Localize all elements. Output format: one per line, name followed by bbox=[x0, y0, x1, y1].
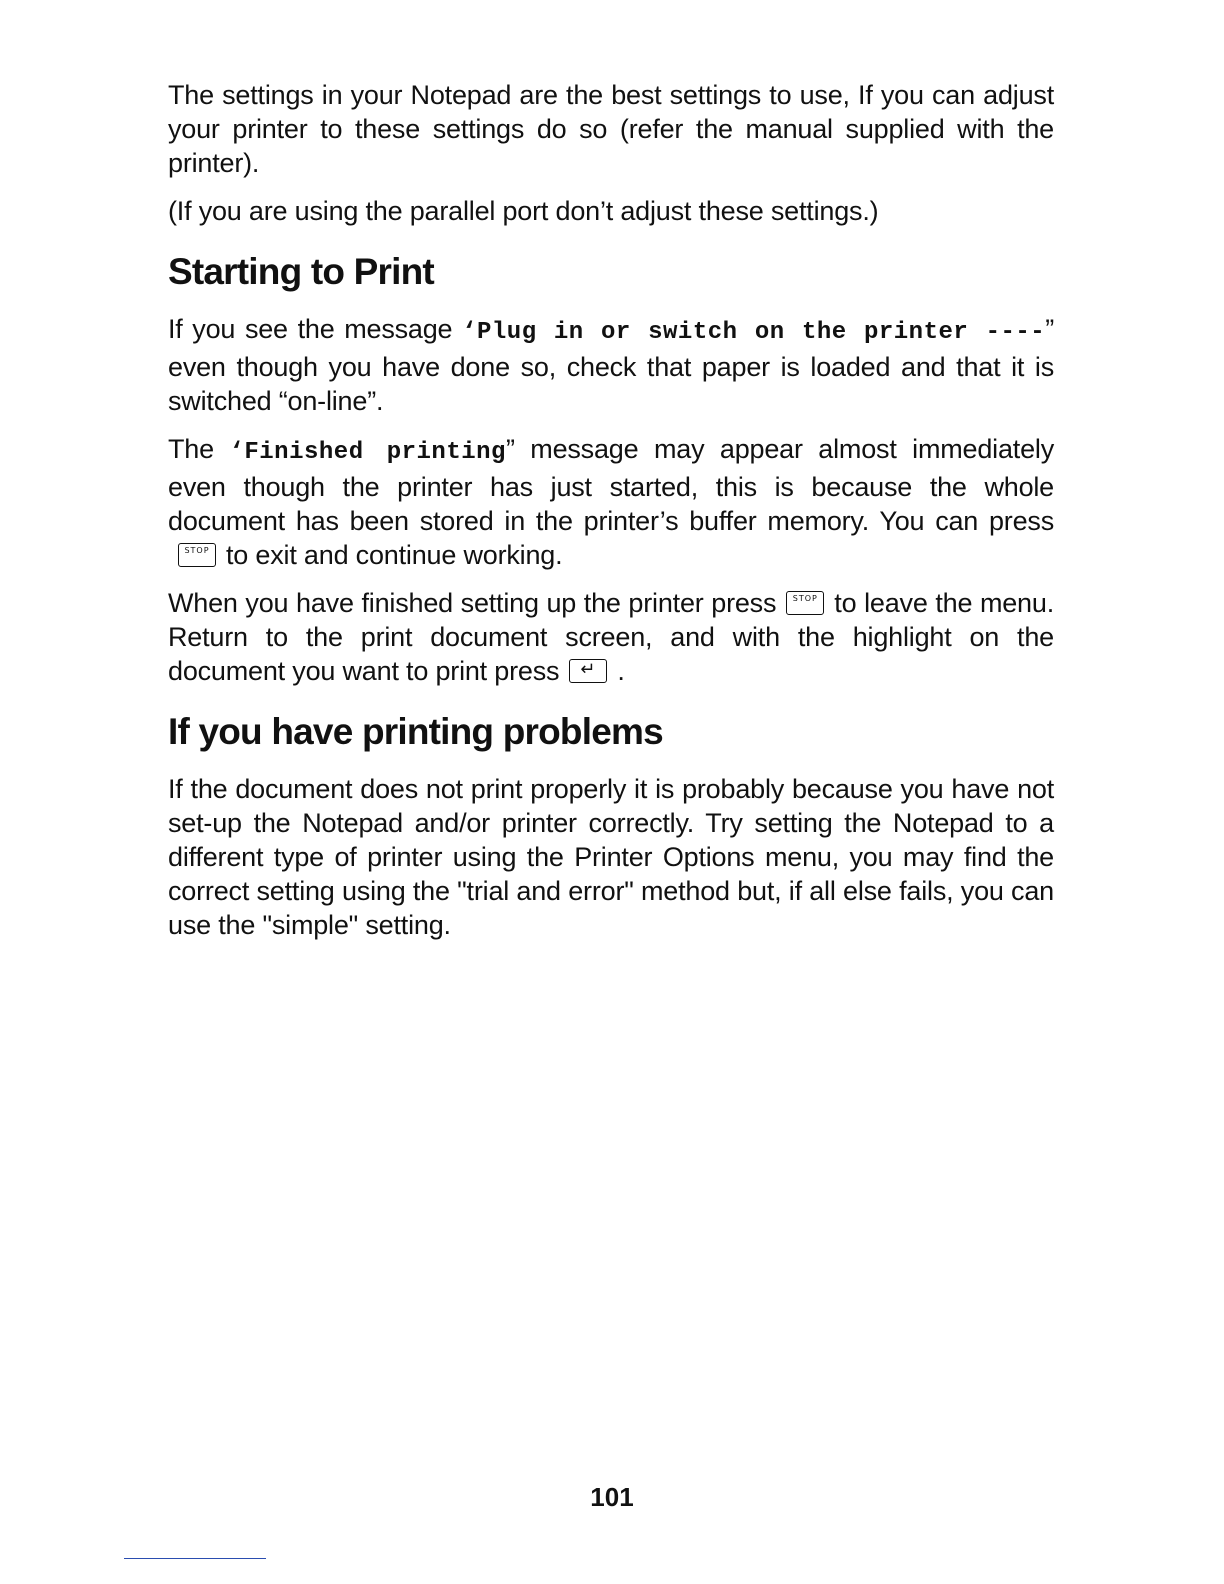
enter-key-icon bbox=[569, 659, 607, 683]
plug-in-message-paragraph bbox=[168, 312, 1054, 418]
finished-prefix: The bbox=[168, 434, 230, 464]
setup-finished-paragraph bbox=[168, 586, 1054, 688]
plug-message-prefix: If you see the message bbox=[168, 314, 463, 344]
parallel-port-note: (If you are using the parallel port don’t adjust these settings.) bbox=[168, 196, 879, 226]
footer-divider bbox=[124, 1558, 266, 1559]
document-page bbox=[168, 78, 1054, 956]
finished-printing-code: ‘Finished printing bbox=[229, 439, 506, 466]
finished-middle: ” message may appear almost immediately even though the printer has just started, this is because the whole document has been stored in the printer’s buffer memory. You can press bbox=[168, 434, 1055, 536]
printing-problems-paragraph: If the document does not print properly it is probably because you have not set-up the Notepad and/or printer correctly. Try setting the Notepad to a different type of printer using the Printer Options menu, you may find the correct setting using the "trial and error" method but, if all else fails, you can use the "simple" setting. bbox=[168, 774, 1054, 940]
plug-message-suffix: ” even though you have done so, check that paper is loaded and that it is switched “on-line”. bbox=[168, 314, 1054, 416]
stop-key-label: STOP bbox=[184, 546, 210, 555]
finished-suffix: to exit and continue working. bbox=[226, 540, 563, 570]
stop-key-icon bbox=[178, 543, 216, 567]
stop-key-icon bbox=[786, 591, 824, 615]
finished-printing-paragraph bbox=[168, 432, 1054, 572]
page-number: 101 bbox=[590, 1482, 634, 1512]
settings-intro-paragraph: The settings in your Notepad are the best settings to use, If you can adjust your printer to these settings do so (refer the manual supplied with the printer). bbox=[168, 80, 1054, 178]
plug-in-message-code: ‘Plug in or switch on the printer ---- bbox=[462, 319, 1046, 346]
printing-problems-heading: If you have printing problems bbox=[168, 711, 663, 752]
setup-prefix: When you have finished setting up the printer press bbox=[168, 588, 777, 618]
enter-key-label: ↵ bbox=[580, 659, 597, 680]
setup-middle: to leave the menu. Return to the print document screen, and with the highlight on the document you want to print press bbox=[168, 588, 1054, 686]
stop-key-label: STOP bbox=[792, 594, 818, 603]
starting-to-print-heading: Starting to Print bbox=[168, 251, 434, 292]
setup-suffix: . bbox=[617, 656, 625, 686]
